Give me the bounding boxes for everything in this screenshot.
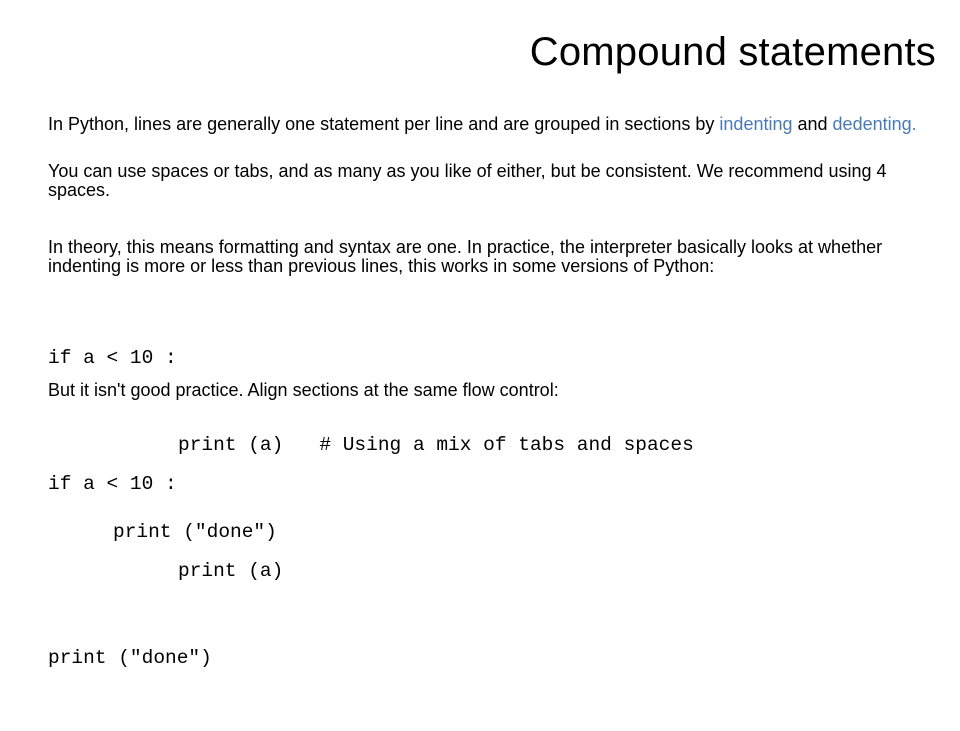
code-line: print (a): [178, 560, 284, 582]
code-line: print ("done"): [113, 521, 277, 543]
paragraph-spaces-tabs: You can use spaces or tabs, and as many as you like of either, but be consistent. We recommend using 4 spaces.: [48, 161, 887, 200]
code-line: if a < 10 :: [48, 347, 177, 369]
code-line: print ("done"): [48, 647, 212, 669]
code-block-aligned: [48, 412, 283, 731]
paragraph-indenting-text: In Python, lines are generally one statement per line and are grouped in sections by: [48, 114, 720, 134]
paragraph-indenting-and: and: [792, 114, 833, 134]
highlight-dedenting: dedenting.: [832, 114, 917, 134]
paragraph-theory: In theory, this means formatting and syntax are one. In practice, the interpreter basically looks at whether indenting is more or less than previous lines, this works in some versions of Python:: [48, 237, 883, 276]
paragraph-indenting: [48, 115, 928, 134]
code-statement: print (a): [178, 434, 284, 456]
highlight-indenting: indenting: [719, 114, 793, 134]
code-comment: # Using a mix of tabs and spaces: [319, 434, 694, 456]
paragraph-good-practice: But it isn't good practice. Align sections at the same flow control:: [48, 380, 559, 400]
code-line: if a < 10 :: [48, 473, 177, 495]
slide-title: Compound statements: [529, 30, 936, 74]
